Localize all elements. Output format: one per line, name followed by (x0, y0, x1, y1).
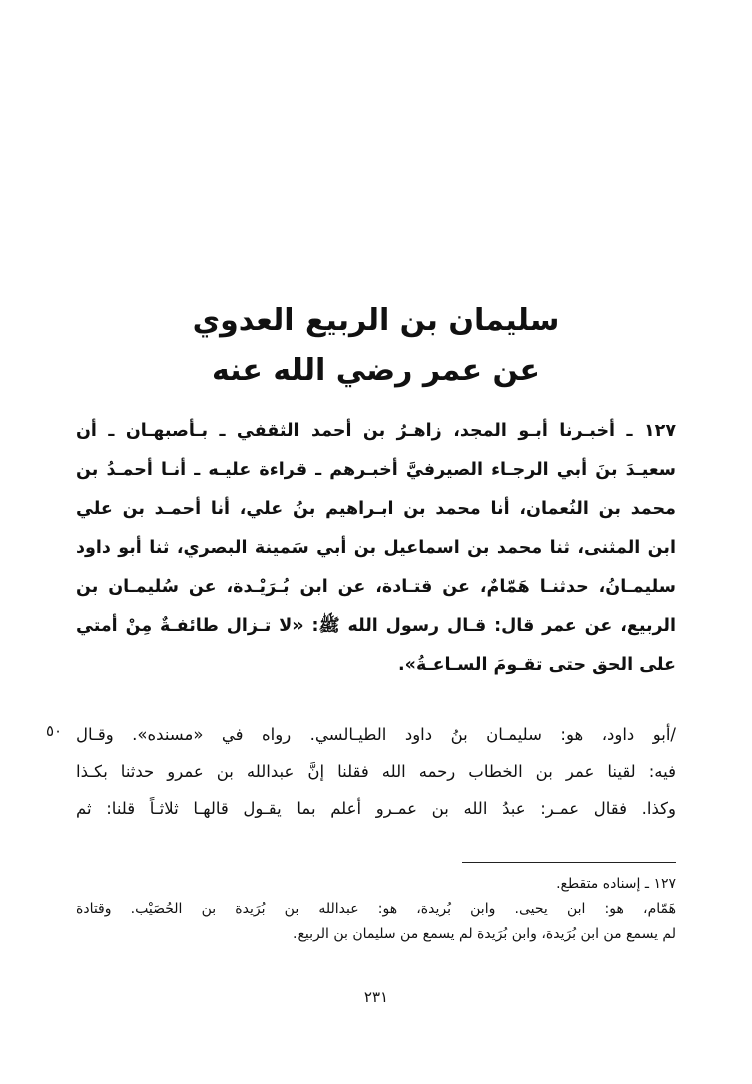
quote-line: فيه: لقينا عمر بن الخطاب رحمه الله فقلنا إنَّ عبدالله بن عمرو حدثنا بكـذا (76, 762, 676, 781)
margin-reference-number: ٥٠ (46, 722, 63, 740)
hadith-line: سعيـدَ بنَ أبي الرجـاء الصيرفيَّ أخبـرهم ـ قراءة عليـه ـ أنـا أحمـدُ بن (76, 460, 676, 480)
hadith-line: الربيع، عن عمر قال: قـال رسول الله ﷺ: «لا تـزال طائفـةٌ مِنْ أمتي (76, 616, 676, 636)
footnote-line: ١٢٧ ـ إسناده متقطع. (556, 876, 676, 892)
hadith-line: محمد بن النُعمان، أنا محمد بن ابـراهيم بنُ علي، أنا أحمـد بن علي (76, 499, 676, 519)
chapter-heading (0, 296, 752, 396)
footnotes (76, 872, 676, 947)
heading-line-2: عن عمر رضي الله عنه (211, 353, 541, 388)
quoted-text (76, 716, 676, 827)
heading-line-1: سليمان بن الربيع العدوي (192, 303, 560, 338)
hadith-text (76, 412, 676, 685)
quote-line: وكذا. فقال عمـر: عبدُ الله بن عمـرو أعلم بما يقـول قالهـا ثلاثـاً قلنا: ثم (76, 799, 676, 818)
footnote-line: هَمّام، هو: ابن يحيى. وابن بُريدة، هو: عبدالله بن بُرَيدة بن الحُصَيْب. وقتادة (76, 901, 676, 917)
quote-line: /أبو داود، هو: سليمـان بنُ داود الطيـالسي. رواه في «مسنده». وقـال (76, 725, 676, 744)
page-number: ٢٣١ (363, 988, 389, 1006)
footnote-divider (462, 862, 676, 863)
footnote-line: لم يسمع من ابن بُرَيدة، وابن بُرَيدة لم يسمع من سليمان بن الربيع. (293, 926, 676, 942)
hadith-line: ١٢٧ ـ أخبـرنا أبـو المجد، زاهـرُ بن أحمد الثقفي ـ بـأصبهـان ـ أن (76, 421, 676, 441)
hadith-line: سليمـانُ، حدثنـا هَمّامٌ، عن قتـادة، عن ابن بُـرَيْـدة، عن سُليمـان بن (76, 577, 676, 597)
hadith-line: ابن المثنى، ثنا محمد بن اسماعيل بن أبي سَمينة البصري، ثنا أبو داود (76, 538, 676, 558)
hadith-line: على الحق حتى تقـومَ السـاعـةُ». (398, 655, 676, 675)
